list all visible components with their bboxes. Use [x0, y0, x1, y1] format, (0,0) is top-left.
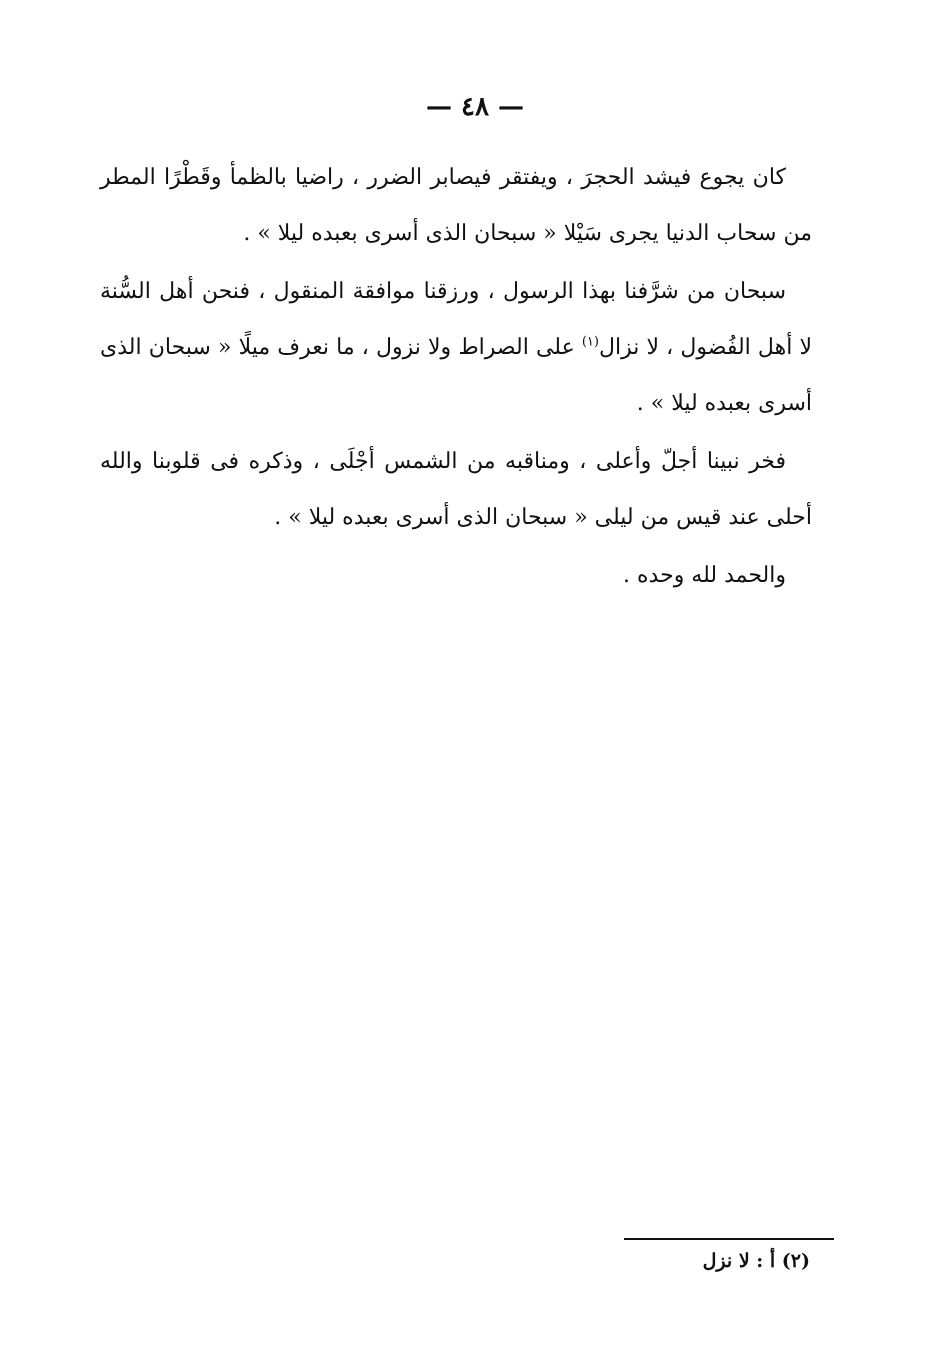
paragraph-2	[100, 264, 812, 432]
footnote: (٢) أ : لا نزل	[702, 1250, 810, 1272]
body-text	[100, 150, 812, 606]
footnote-divider	[624, 1238, 834, 1240]
footnote-marker: (١)	[581, 334, 599, 350]
paragraph-2-after: على الصراط ولا نزول ، ما نعرف ميلًا « سبحان الذى أسرى بعبده ليلا » .	[100, 335, 812, 416]
paragraph-1: كان يجوع فيشد الحجرَ ، ويفتقر فيصابر الضرر ، راضيا بالظمأ وقَطْرًا المطر من سحاب الدنيا يجرى سَيْلا « سبحان الذى أسرى بعبده ليلا » .	[100, 165, 812, 246]
page-number: — ٤٨ —	[425, 92, 525, 122]
paragraph-2-before: سبحان من شرَّفنا بهذا الرسول ، ورزقنا موافقة المنقول ، فنحن أهل السُّنة لا أهل الفُضول ، لا نزال	[100, 279, 812, 360]
paragraph-4: والحمد لله وحده .	[623, 563, 786, 588]
paragraph-3: فخر نبينا أجلّ وأعلى ، ومناقبه من الشمس أجْلَى ، وذكره فى قلوبنا والله أحلى عند قيس من ليلى « سبحان الذى أسرى بعبده ليلا » .	[100, 449, 812, 530]
